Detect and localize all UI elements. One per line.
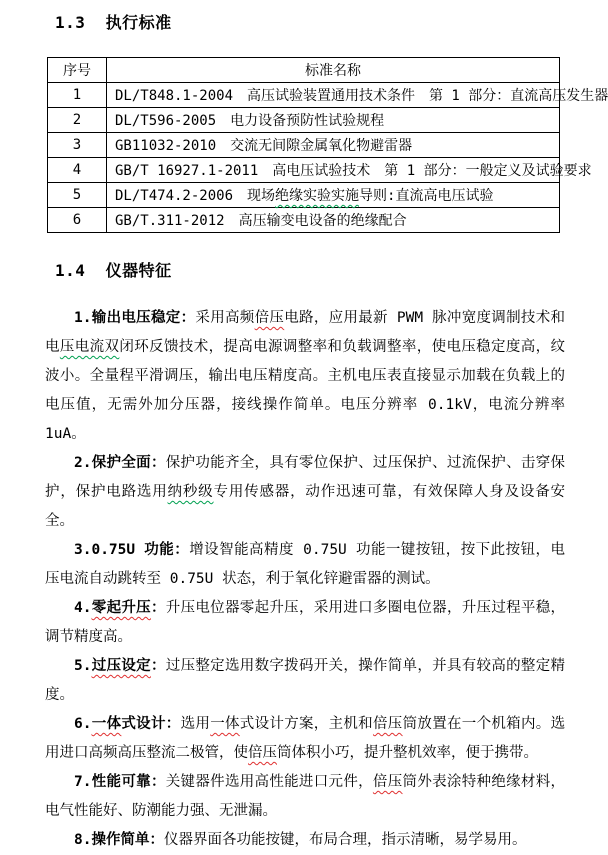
text-segment: 1.输出电压稳定： bbox=[74, 310, 196, 326]
feature-paragraph bbox=[45, 304, 565, 449]
text-segment: 5. bbox=[74, 658, 92, 674]
text-segment: 电路，应用最新 PWM 脉冲宽度调制技术和电 bbox=[45, 310, 566, 355]
text-segment: 筒体积小巧，提升整机效率，便于携带。 bbox=[277, 745, 538, 761]
standard-number-cell: 3 bbox=[48, 133, 107, 158]
text-segment: GB/T 16927.1-2011 高电压试验技术 第 1 部分：一般定义及试验要求 bbox=[115, 163, 592, 179]
table-row bbox=[48, 83, 560, 108]
text-segment: DL/T596-2005 电力设备预防性试验规程 bbox=[115, 113, 385, 129]
text-segment: 2.保护全面： bbox=[74, 455, 166, 471]
standard-name-cell bbox=[107, 183, 560, 208]
text-segment: 筒外表涂特种绝缘材料，电气性能好、防潮能力强、无泄漏。 bbox=[45, 774, 566, 819]
text-segment: 过压整定选用数字拨码开关，操作简单，并具有较高的整定精度。 bbox=[45, 658, 566, 703]
text-segment: DL/T848.1-2004 高压试验装置通用技术条件 第 1 部分：直流高压发生器 bbox=[115, 88, 608, 104]
standard-name-cell bbox=[107, 208, 560, 233]
standard-number-cell: 6 bbox=[48, 208, 107, 233]
text-segment: 仪器界面各功能按键，布局合理，指示清晰，易学易用。 bbox=[163, 832, 527, 848]
text-segment: 导则:直流高电压试验 bbox=[359, 188, 494, 204]
text-segment: 6. bbox=[74, 716, 92, 732]
text-segment: 保护功能齐全，具有零位保护、过压保护、过流保护、击穿保护，保护电路选用 bbox=[45, 455, 565, 500]
standard-name-cell bbox=[107, 108, 560, 133]
table-row bbox=[48, 158, 560, 183]
spellcheck-marked-text: 过压设定 bbox=[91, 658, 151, 674]
text-segment: 采用高频 bbox=[195, 310, 255, 326]
standard-name-cell bbox=[107, 158, 592, 183]
section-heading-1-4: 1.4 仪器特征 bbox=[55, 261, 172, 280]
text-segment: ： bbox=[150, 658, 166, 674]
feature-paragraph bbox=[45, 594, 565, 652]
spellcheck-marked-text: 倍压 bbox=[248, 745, 277, 761]
feature-paragraph bbox=[45, 710, 565, 768]
table-body bbox=[48, 83, 608, 233]
table-row bbox=[48, 108, 560, 133]
standard-number-cell: 2 bbox=[48, 108, 107, 133]
text-segment: 闭环反馈技术，提高电源调整率和负载调整率，使电压稳定度高，纹波小。全量程平滑调压，输出电压精度高。主机电压表直接显示加载在负载上的电压值，无需外加分压器，接线操作简单。电压分辨率 0.1kV，电流分辨率 1uA。 bbox=[45, 339, 566, 442]
table-row bbox=[48, 133, 560, 158]
standards-table bbox=[47, 57, 608, 233]
spellcheck-marked-text: 倍压 bbox=[372, 716, 403, 732]
text-segment: ： bbox=[150, 600, 166, 616]
spellcheck-marked-text: 零起升压 bbox=[91, 600, 151, 616]
spellcheck-marked-text: 一体 bbox=[210, 716, 240, 732]
features-list bbox=[45, 304, 565, 855]
text-segment: 选用 bbox=[180, 716, 211, 732]
text-segment: GB11032-2010 交流无间隙金属氧化物避雷器 bbox=[115, 138, 413, 154]
spellcheck-marked-text: 纳秒级 bbox=[167, 484, 214, 500]
spellcheck-marked-text: 一体 bbox=[91, 716, 122, 732]
spellcheck-marked-text: 压电流双 bbox=[59, 339, 120, 355]
table-header-row bbox=[48, 58, 560, 83]
text-segment: 增设智能高精度 0.75U 功能一键按钮，按下此按钮，电压电流自动跳转至 0.75U 状态，利于氧化锌避雷器的测试。 bbox=[45, 542, 566, 587]
column-header-name: 标准名称 bbox=[107, 58, 560, 83]
text-segment: 3.0.75U 功能： bbox=[74, 542, 190, 558]
feature-paragraph bbox=[45, 826, 565, 855]
column-header-no: 序号 bbox=[48, 58, 107, 83]
text-segment: 4. bbox=[74, 600, 92, 616]
text-segment: 专用传感器，动作迅速可靠，有效保障人身及设备安全。 bbox=[45, 484, 566, 529]
section-heading-1-3: 1.3 执行标准 bbox=[55, 13, 172, 32]
standard-number-cell: 1 bbox=[48, 83, 107, 108]
table-row bbox=[48, 208, 560, 233]
table-row bbox=[48, 183, 560, 208]
feature-paragraph bbox=[45, 768, 565, 826]
feature-paragraph bbox=[45, 652, 565, 710]
text-segment: 关键器件选用高性能进口元件， bbox=[165, 774, 373, 790]
standard-name-cell bbox=[107, 133, 560, 158]
text-segment: 筒放置在一个机箱内。选用进口高频高压整流二极管，使 bbox=[45, 716, 566, 761]
spellcheck-marked-text: 绝缘实验实施 bbox=[275, 188, 360, 204]
standard-number-cell: 5 bbox=[48, 183, 107, 208]
text-segment: 升压电位器零起升压，采用进口多圈电位器，升压过程平稳，调节精度高。 bbox=[45, 600, 566, 645]
text-segment: 式设计： bbox=[121, 716, 181, 732]
text-segment: DL/T474.2-2006 现场 bbox=[115, 188, 276, 204]
feature-paragraph bbox=[45, 536, 565, 594]
spellcheck-marked-text: 倍压 bbox=[254, 310, 285, 326]
standard-name-cell bbox=[107, 83, 608, 108]
text-segment: 8.操作简单： bbox=[74, 832, 164, 848]
spellcheck-marked-text: 倍压 bbox=[372, 774, 403, 790]
text-segment: GB/T.311-2012 高压输变电设备的绝缘配合 bbox=[115, 213, 407, 229]
text-segment: 式设计方案，主机和 bbox=[239, 716, 373, 732]
feature-paragraph bbox=[45, 449, 565, 536]
standard-number-cell: 4 bbox=[48, 158, 107, 183]
text-segment: 7.性能可靠： bbox=[74, 774, 166, 790]
